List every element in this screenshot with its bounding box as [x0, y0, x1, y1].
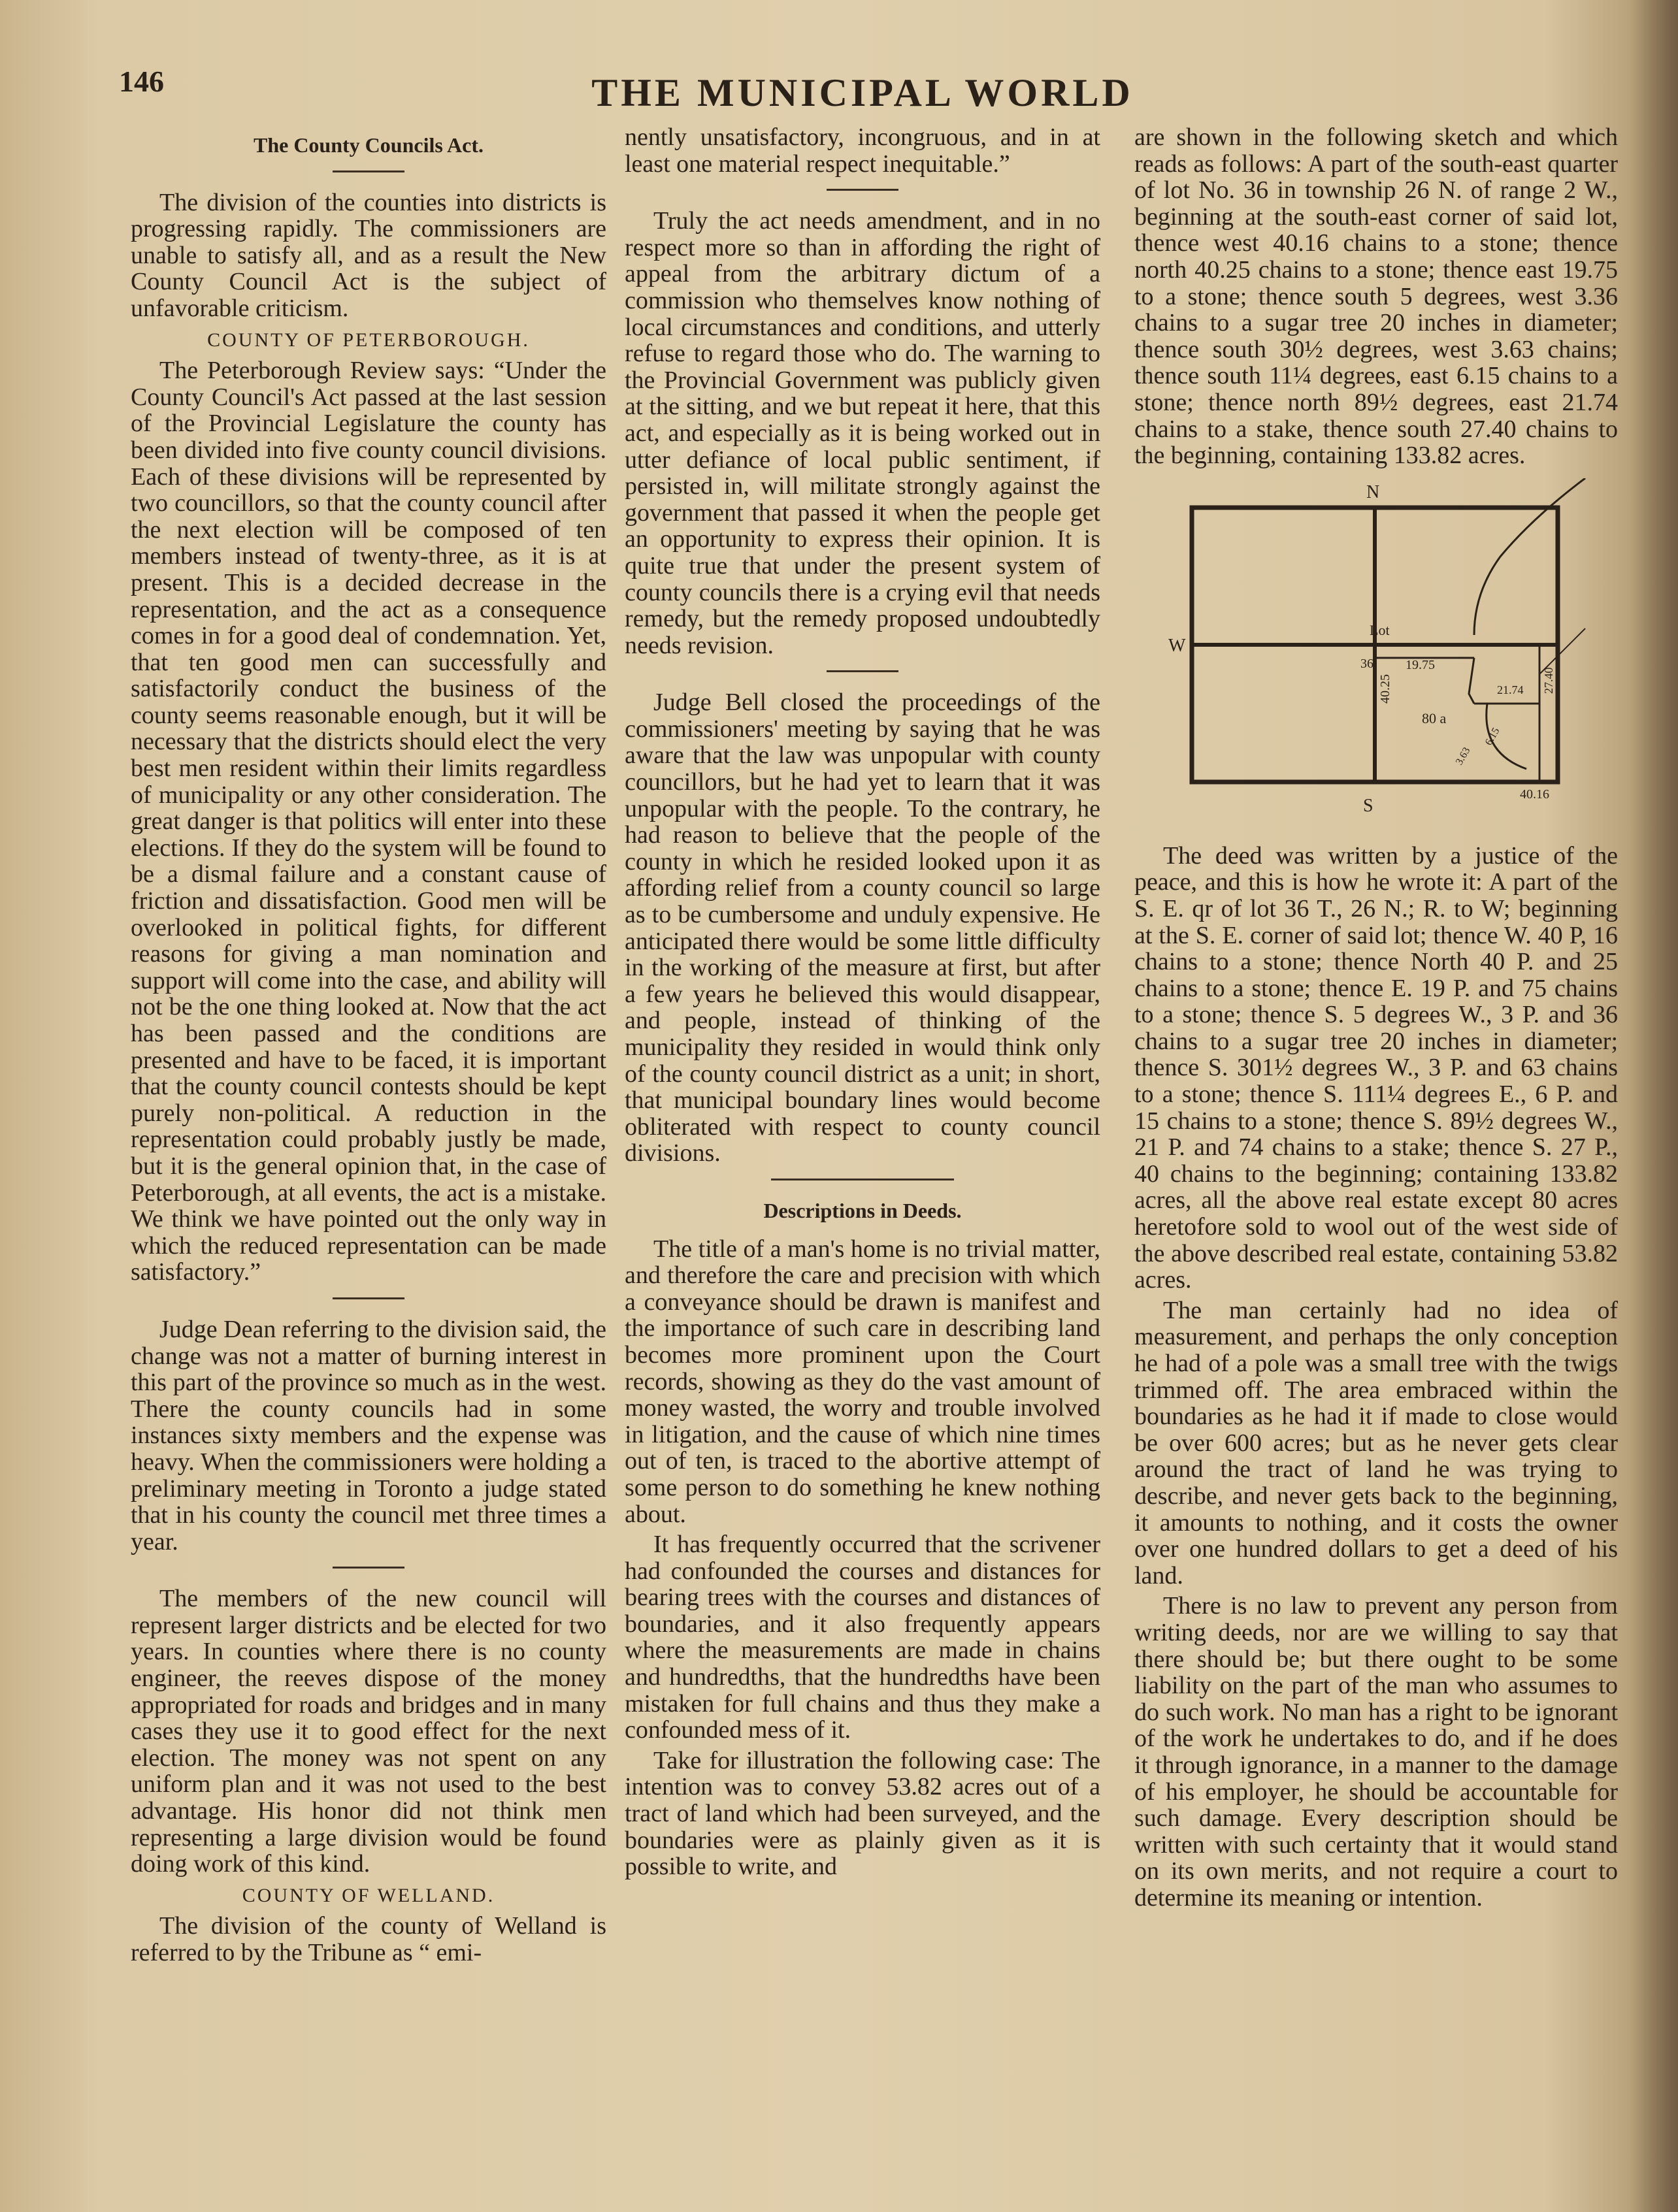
column-1 [131, 124, 606, 1970]
map-label-south: S [1363, 795, 1374, 816]
paragraph: The Peterborough Review says: “Under the County Council's Act passed at the last session of the Provincial Legislature the county has been divided into five county council divisions. Each of these divisions will be represented by two councillors, so that the county council after the next election will be composed of ten members instead of twenty-three, as it is at present. This is a decided decrease in the representation, and the act as a consequence comes in for a good deal of condemnation. Yet, that ten good men can successfully and satisfactorily conduct the business of the county seems reasonable enough, but it will be necessary that the districts should elect the very best men resident within their limits regardless of municipality or any other consideration. The great danger is that politics will enter into these elections. If they do the system will be found to be a dismal failure and a constant cause of friction and dissatisfaction. Good men will be overlooked in political fights, for different reasons for giving a man nomination and support will come into the case, and ability will not be the one thing looked at. Now that the act has been passed and the conditions are presented and have to be faced, it is important that the county council contests should be kept purely non-political. A reduction in the representation could probably justly be made, but it is the general opinion that, in the case of Peterborough, at all events, the act is a mistake. We think we have pointed out the only way in which the reduced representation can be made satisfactory.” [131, 357, 606, 1286]
map-label-lot: Lot [1370, 621, 1390, 638]
map-label-40-16: 40.16 [1520, 787, 1549, 802]
page-number: 146 [119, 65, 164, 98]
map-label-19-75: 19.75 [1406, 657, 1435, 672]
paragraph: There is no law to prevent any person from writing deeds, nor are we willing to say that there should be; but there ought to be some liability on the part of the man who assumes to do such work. No man has a right to be ignorant of the work he undertakes to do, and if he does it through ignorance, in a manner to the damage of his employer, he should be accountable for such damage. Every description should be written with such certainty that it would stand on its own merits, and not require a court to determine its meaning or intention. [1134, 1592, 1618, 1911]
section-rule [333, 171, 404, 172]
paragraph: Take for illustration the following case: The intention was to convey 53.82 acres out of a tract of land which had been surveyed, and the boundaries were as plainly given as it is possible to write, and [625, 1746, 1100, 1881]
subheading-welland: COUNTY OF WELLAND. [242, 1884, 495, 1906]
survey-map-svg [1134, 478, 1618, 824]
section-rule [771, 1179, 954, 1180]
map-line-3-36 [1469, 658, 1474, 704]
paragraph: Truly the act needs amendment, and in no respect more so than in affording the right of appeal from the arbitrary dictum of a commission who themselves know nothing of local circumstances and conditions, and utterly refuse to regard those who do. The warning to the Provincial Government was publicly given at the sitting, and we but repeat it here, that this act, and especially as it is being worked out in utter defiance of local public sentiment, if persisted in, will militate strongly against the government that passed it when the people get an opportunity to express their opinion. It is quite true that under the present system of county councils there is a crying evil that needs remedy, but the remedy proposed undoubtedly needs revision. [625, 207, 1100, 659]
map-label-area: 80 a [1422, 709, 1447, 726]
land-survey-sketch [1134, 478, 1618, 824]
map-label-27-40: 27.40 [1542, 667, 1555, 694]
paragraph: The members of the new council will represent larger districts and be elected for two years. In counties where there is no county engineer, the reeves dispose of the money appropriated for roads and bridges and in many cases they use it to good effect for the next election. The money was not spent on any uniform plan and it was not used to the best advantage. His honor did not think men representing a large division would be found doing work of this kind. [131, 1585, 606, 1878]
paragraph: The division of the county of Welland is referred to by the Tribune as “ emi- [131, 1912, 606, 1966]
map-label-21-74: 21.74 [1497, 683, 1524, 696]
masthead-title: THE MUNICIPAL WORLD [591, 71, 1134, 114]
binding-shadow [1632, 0, 1678, 2212]
section-rule [827, 670, 898, 672]
paragraph: It has frequently occurred that the scrivener had confounded the courses and distances for bearing trees with the courses and distances of boundaries, and it also frequently appears where the measurements are made in chains and hundredths, that the hundredths have been mistaken for full chains and thus they make a confounded mess of it. [625, 1531, 1100, 1744]
column-2 [625, 124, 1100, 1884]
map-label-west: W [1168, 635, 1186, 656]
paragraph: are shown in the following sketch and which reads as follows: A part of the south-east quarter of lot No. 36 in township 26 N. of range 2 W., beginning at the south-east corner of said lot, thence west 40.16 chains to a stone; thence north 40.25 chains to a stone; thence east 19.75 to a stone; thence south 5 degrees, west 3.36 chains to a sugar tree 20 inches in diameter; thence south 30½ degrees, west 3.63 chains; thence south 11¼ degrees, east 6.15 chains to a stone; thence north 89½ degrees, east 21.74 chains to a stake, thence south 27.40 chains to the beginning, containing 133.82 acres. [1134, 123, 1618, 470]
map-label-north: N [1366, 481, 1380, 502]
map-label-lot-number: 36 [1360, 656, 1374, 671]
map-label-40-25: 40.25 [1378, 674, 1392, 704]
paragraph: The deed was written by a justice of the peace, and this is how he wrote it: A part of the S. E. qr of lot 36 T., 26 N.; R. to W; beginning at the S. E. corner of said lot; thence W. 40 P, 16 chains to a stone; thence North 40 P. and 25 chains to a stone; thence E. 19 P. and 75 chains to a stone; thence S. 5 degrees W., 3 P. and 36 chains to a sugar tree 20 inches in diameter; thence S. 301½ degrees W., 3 P. and 63 chains to a stone; thence S. 111¼ degrees E., 6 P. and 15 chains to a stone; thence S. 89½ degrees W., 21 P. and 74 chains to a stake; thence S. 27 P., 40 chains to the beginning; containing 133.82 acres, all the above real estate except 80 acres heretofore sold to wool out of the west side of the above described real estate, containing 53.82 acres. [1134, 841, 1618, 1294]
map-label-3-63: 3.63 [1453, 745, 1473, 767]
article-heading-county-councils-act: The County Councils Act. [253, 133, 484, 157]
paragraph: Judge Bell closed the proceedings of the commissioners' meeting by saying that he was aware that the law was unpopular with county councillors, but he had yet to learn that it was unpopular with the people. To the contrary, he had reason to believe that the people of the county in which he resided looked upon it as affording relief from a county council so large as to be cumbersome and unduly expensive. He anticipated there would be some little difficulty in the working of the measure at first, but after a few years he believed this would disappear, and people, instead of thinking of the municipality they resided in would think only of the county council district as a unit; in short, that municipal boundary lines would become obliterated with respect to county council divisions. [625, 689, 1100, 1167]
paragraph: The title of a man's home is no trivial matter, and therefore the care and precision with which a conveyance should be drawn is manifest and the importance of such care in describing land becomes more prominent upon the Court records, showing as they do the vast amount of money wasted, the worry and trouble involved in litigation, and the cause of which nine times out of ten, is traced to the abortive attempt of some person to do something he knew nothing about. [625, 1235, 1100, 1528]
map-curve-east [1539, 628, 1585, 674]
map-label-6-15: 6.15 [1483, 725, 1502, 747]
map-curve-top [1474, 478, 1585, 635]
section-rule [827, 189, 898, 191]
paragraph: nently unsatisfactory, incongruous, and in at least one material respect inequitable.” [625, 123, 1100, 178]
paragraph: The man certainly had no idea of measurement, and perhaps the only conception he had of a pole was a small tree with the twigs trimmed off. The area embraced within the boundaries as he had it if made to close would be over 600 acres; but as he never gets clear around the tract of land he was trying to describe, and never gets back to the beginning, it amounts to nothing, and it costs the owner over one hundred dollars to get a deed of his land. [1134, 1296, 1618, 1589]
section-rule [333, 1297, 404, 1299]
paragraph: The division of the counties into districts is progressing rapidly. The commissioners are unable to satisfy all, and as a result the New County Council Act is the subject of unfavorable criticism. [131, 188, 606, 322]
section-rule [333, 1567, 404, 1569]
column-3 [1134, 124, 1618, 1915]
subheading-peterborough: COUNTY OF PETERBOROUGH. [207, 329, 530, 351]
article-heading-descriptions-in-deeds: Descriptions in Deeds. [763, 1198, 962, 1222]
paragraph: Judge Dean referring to the division said, the change was not a matter of burning interest in this part of the province so much as in the west. There the county councils had in some instances sixty members and the expense was heavy. When the commissioners were holding a preliminary meeting in Toronto a judge stated that in his county the council met three times a year. [131, 1315, 606, 1555]
